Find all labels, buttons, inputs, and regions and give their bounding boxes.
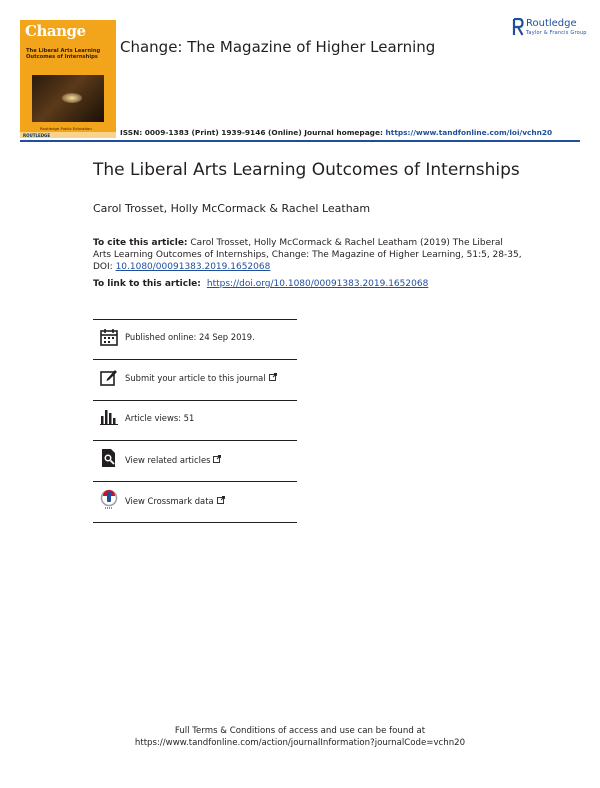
cover-title: Change — [25, 22, 86, 40]
journal-name: Change: The Magazine of Higher Learning — [120, 38, 436, 56]
journal-homepage-link[interactable]: https://www.tandfonline.com/loi/vchn20 — [385, 128, 553, 137]
cover-subtitle: The Liberal Arts Learning Outcomes of Internships — [26, 48, 101, 60]
publisher-name: Routledge — [526, 18, 577, 29]
published-online: Published online: 24 Sep 2019. — [125, 332, 255, 342]
calendar-icon — [99, 327, 119, 347]
search-document-icon — [99, 448, 119, 468]
submit-article-label: Submit your article to this journal — [125, 373, 266, 383]
divider — [93, 440, 297, 441]
divider — [93, 522, 297, 523]
cover-publisher-mark: ROUTLEDGE — [23, 133, 51, 138]
divider — [93, 481, 297, 482]
external-link-icon — [269, 373, 277, 381]
external-link-icon — [217, 496, 225, 504]
issn-line — [120, 128, 552, 137]
submit-article-link[interactable] — [125, 373, 277, 383]
article-doi-url[interactable]: https://doi.org/10.1080/00091383.2019.1652068 — [206, 279, 429, 289]
cover-photo — [32, 75, 104, 122]
citation-label: To cite this article: — [93, 238, 188, 248]
header-divider — [20, 140, 580, 142]
cover-footnote: Routledge Public Education — [40, 126, 92, 131]
crossmark-icon — [99, 489, 119, 509]
link-label: To link to this article: — [93, 279, 201, 289]
external-link-icon — [213, 455, 221, 463]
issn-text: ISSN: 0009-1383 (Print) 1939-9146 (Online) Journal homepage: — [120, 128, 386, 137]
publisher-tagline: Taylor & Francis Group — [526, 30, 587, 36]
divider — [93, 319, 297, 320]
article-views: Article views: 51 — [125, 413, 195, 423]
citation-doi-link[interactable]: 10.1080/00091383.2019.1652068 — [115, 262, 271, 273]
bar-chart-icon — [99, 406, 119, 426]
citation-block — [93, 237, 523, 274]
crossmark-label: View Crossmark data — [125, 496, 214, 506]
crossmark-link[interactable] — [125, 496, 225, 506]
routledge-logo-icon — [512, 18, 524, 36]
article-link-line — [93, 279, 428, 289]
related-articles-link[interactable] — [125, 455, 221, 465]
divider — [93, 359, 297, 360]
footer-terms-line: Full Terms & Conditions of access and use can be found at — [174, 726, 426, 736]
article-title: The Liberal Arts Learning Outcomes of Internships — [93, 160, 520, 180]
journal-cover-image — [20, 20, 116, 138]
citation-text: Carol Trosset, Holly McCormack & Rachel Leatham (2019) The Liberal Arts Learning Outcomes of Internships, Change: The Magazine of Higher Learning, 51:5, 28-35, DOI: — [93, 238, 522, 273]
divider — [93, 400, 297, 401]
edit-icon — [99, 367, 119, 387]
footer-terms-url[interactable]: https://www.tandfonline.com/action/journalInformation?journalCode=vchn20 — [134, 738, 466, 748]
related-articles-label: View related articles — [125, 455, 211, 465]
footer-terms — [0, 725, 600, 749]
article-authors: Carol Trosset, Holly McCormack & Rachel Leatham — [93, 202, 371, 215]
